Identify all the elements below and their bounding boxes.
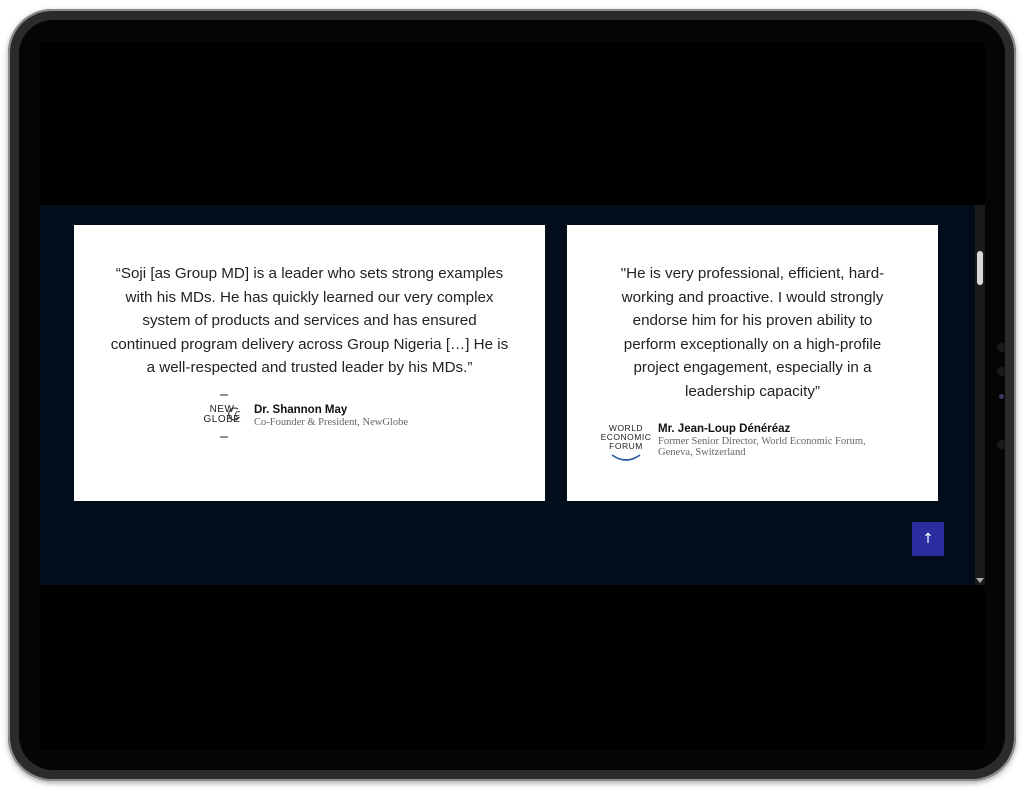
testimonial-author bbox=[198, 393, 408, 439]
camera-sensor bbox=[997, 367, 1006, 376]
arrow-up-icon: ↑ bbox=[922, 531, 934, 547]
camera-lens bbox=[999, 394, 1004, 399]
logo-line: ECONOMIC bbox=[600, 431, 652, 442]
screen bbox=[40, 42, 985, 750]
author-role: Former Senior Director, World Economic Forum, Geneva, Switzerland bbox=[658, 436, 866, 458]
scrollbar[interactable] bbox=[975, 205, 985, 585]
logo-line: GLOBE bbox=[203, 414, 241, 425]
wef-logo bbox=[602, 417, 650, 463]
logo-line: FORUM bbox=[609, 440, 643, 451]
logo-line: NEW bbox=[209, 404, 235, 415]
testimonial-quote: "He is very professional, efficient, hard-working and proactive. I would strongly endorse him for his proven ability to perform exceptionally on a high-profile project engagement, especially in a leadership capacity” bbox=[620, 265, 885, 400]
testimonials-section bbox=[40, 205, 975, 585]
author-role: Co-Founder & President, NewGlobe bbox=[254, 417, 408, 429]
logo-line: WORLD bbox=[608, 422, 644, 433]
author-name: Dr. Shannon May bbox=[254, 404, 348, 417]
author-name: Mr. Jean-Loup Dénéréaz bbox=[658, 423, 791, 435]
testimonial-author bbox=[602, 417, 888, 463]
wef-logo-text bbox=[601, 424, 652, 451]
newglobe-logo-text bbox=[204, 405, 241, 425]
scrollbar-thumb[interactable] bbox=[977, 251, 983, 285]
testimonial-card bbox=[74, 225, 545, 501]
testimonial-quote: “Soji [as Group MD] is a leader who sets strong examples with his MDs. He has quickly learned our very complex system of products and services and has ensured continued program delivery across Group Nigeria […] He is a well-respected and trusted leader by his MDs.” bbox=[110, 265, 509, 377]
testimonial-card bbox=[567, 225, 938, 501]
camera-sensor bbox=[997, 343, 1006, 352]
camera-sensor bbox=[997, 440, 1006, 449]
scroll-to-top-button[interactable] bbox=[912, 522, 944, 556]
newglobe-logo bbox=[198, 393, 246, 439]
author-info bbox=[658, 422, 888, 458]
scroll-down-arrow-icon[interactable] bbox=[976, 578, 984, 583]
author-info bbox=[254, 403, 408, 429]
